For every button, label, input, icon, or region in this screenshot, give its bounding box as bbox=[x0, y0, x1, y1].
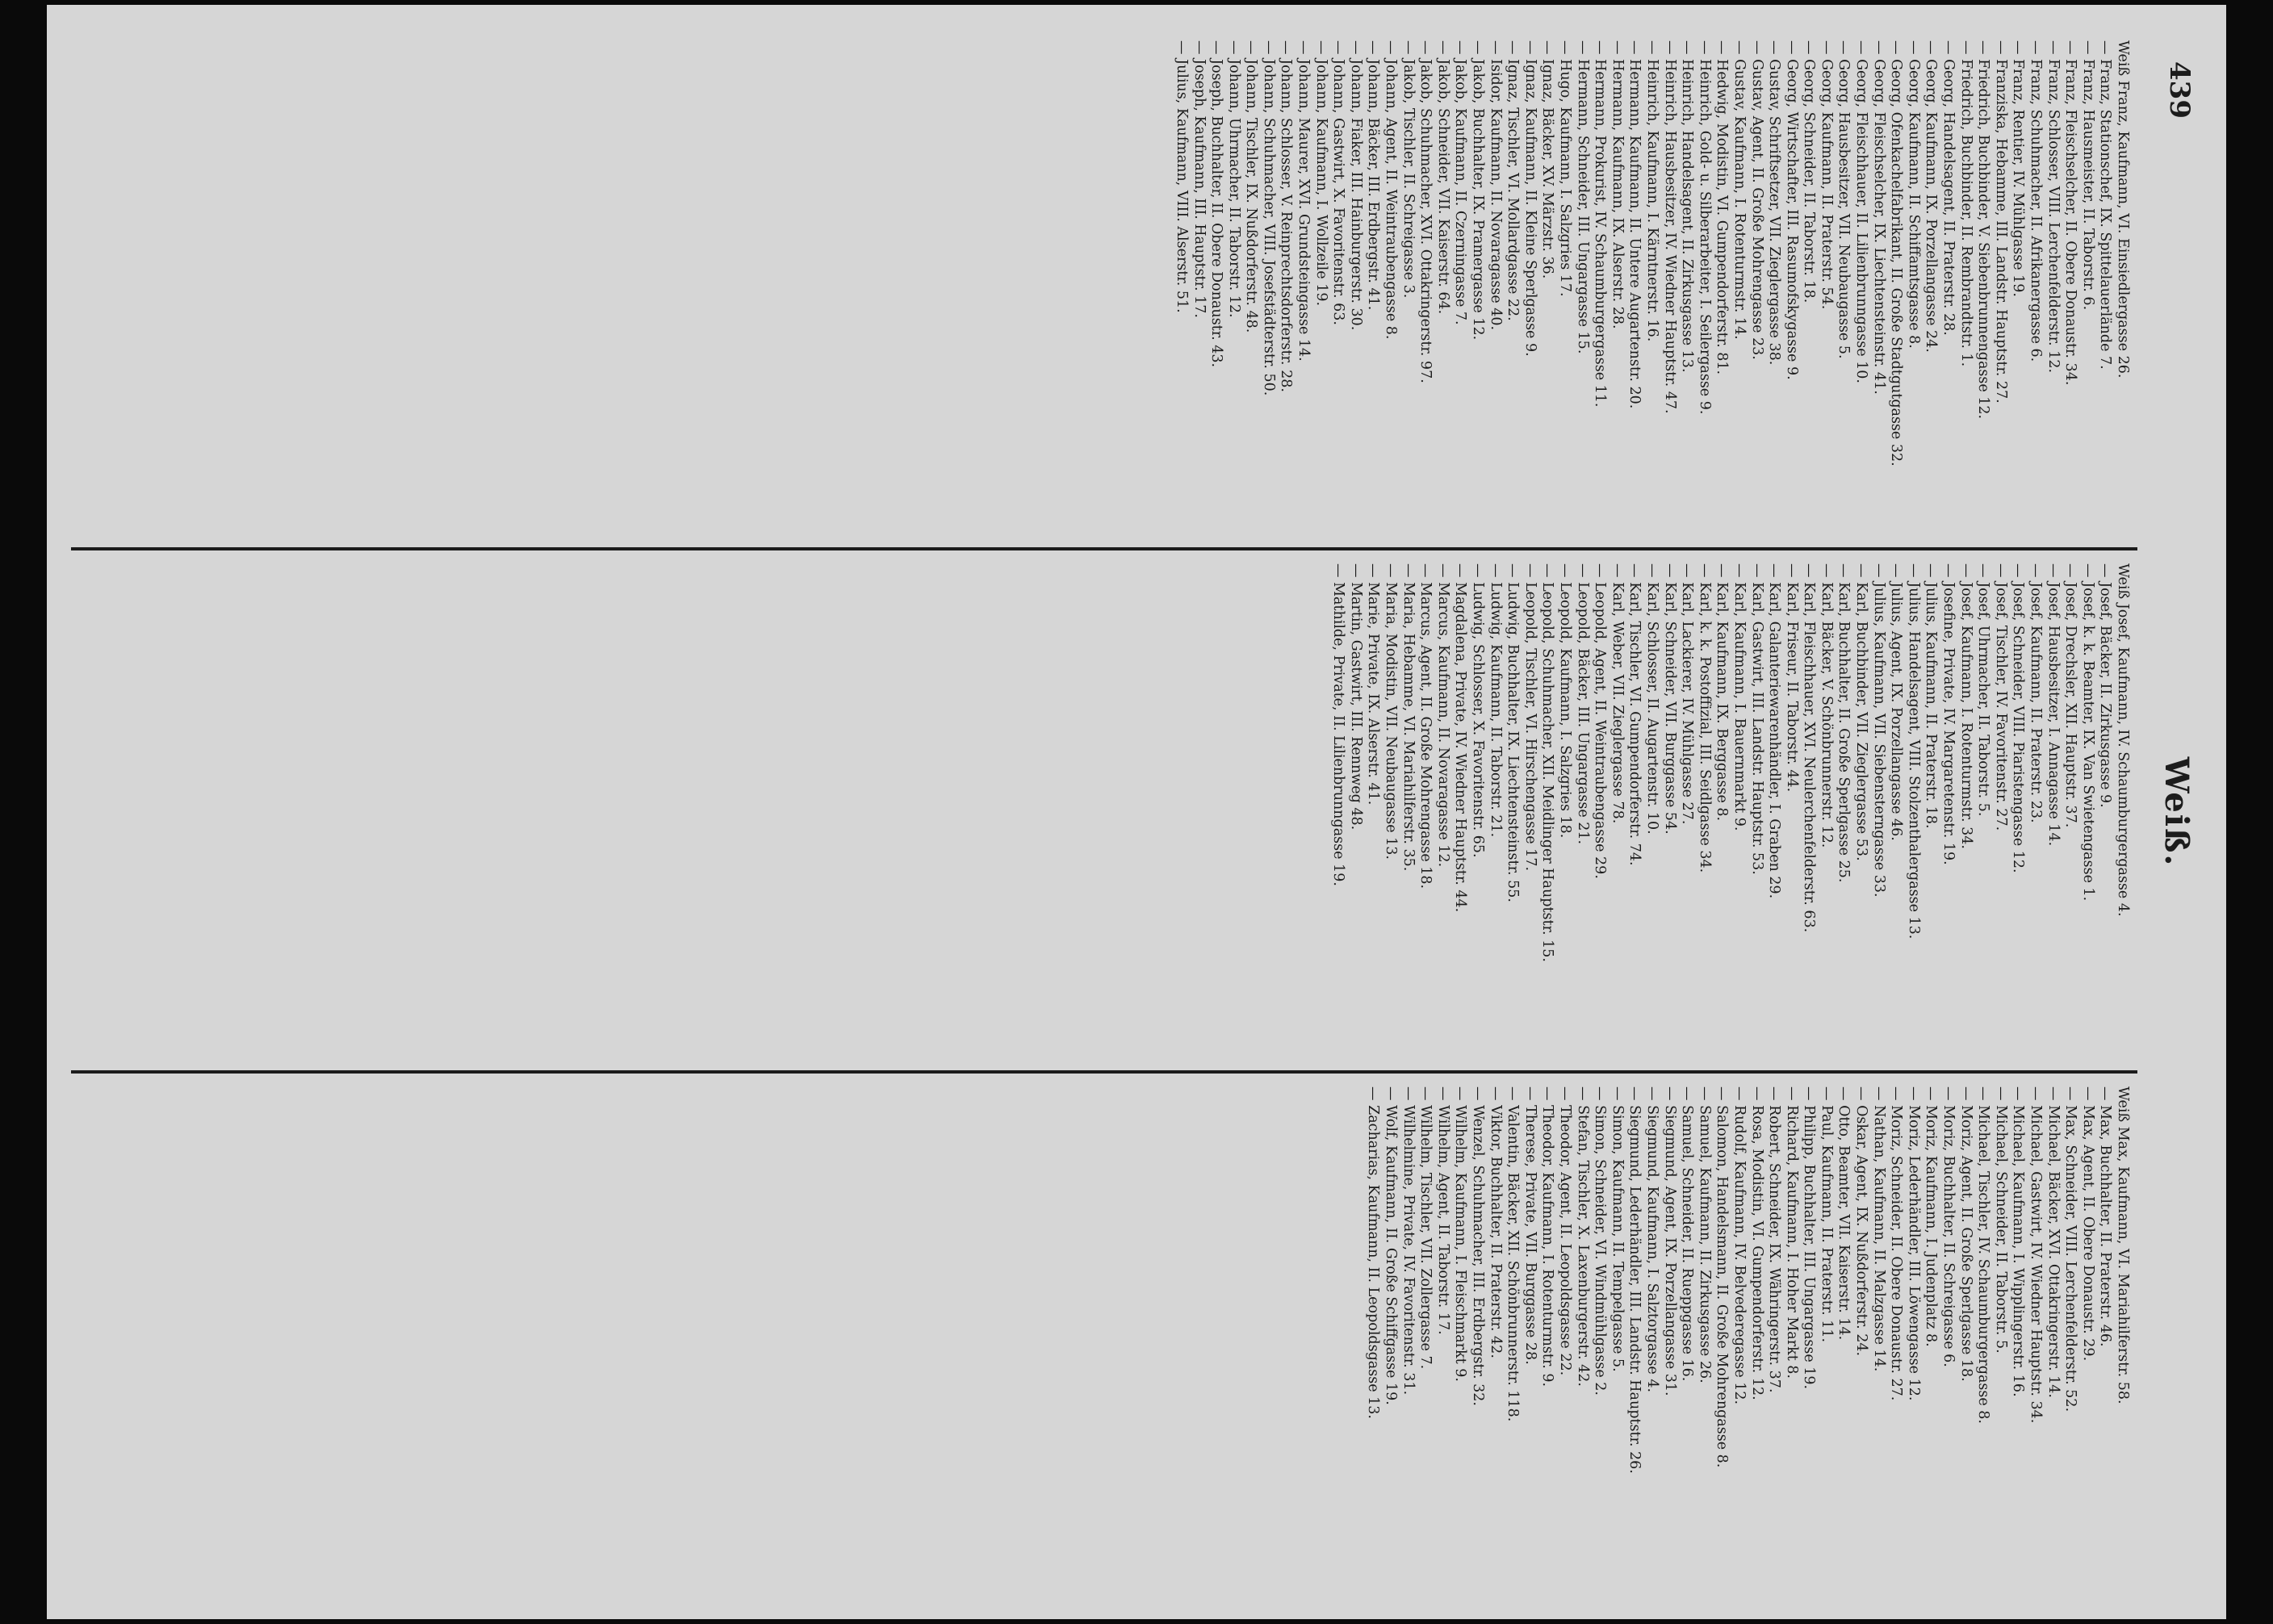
directory-entry: — Leopold, Kaufmann, I. Salzgries 18. bbox=[1557, 563, 1573, 839]
directory-entry: — Michael, Bäcker, XVI. Ottakringerstr. 14. bbox=[2045, 1086, 2062, 1398]
directory-entry: — Georg, Hausbesitzer, VII. Neubaugasse 5. bbox=[1836, 40, 1852, 359]
directory-entry: — Josef, Drechsler, XII. Hauptstr. 37. bbox=[2062, 563, 2079, 828]
directory-entry: — Ludwig, Kaufmann, II. Taborstr. 21. bbox=[1487, 563, 1504, 838]
directory-entry: — Johann, Agent, II. Weintraubengasse 8. bbox=[1383, 40, 1400, 340]
directory-entry: — Julius, Kaufmann, VIII. Alserstr. 51. bbox=[1173, 40, 1190, 313]
directory-entry: — Karl, Schlosser, II. Augartenstr. 10. bbox=[1643, 563, 1660, 835]
directory-entry: — Heinrich, Kaufmann, I. Kärntnerstr. 16. bbox=[1643, 40, 1660, 342]
directory-entry: — Franz, Schuhmacher, II. Afrikanergasse 6. bbox=[2028, 40, 2045, 362]
directory-entry: — Karl, Lackierer, IV. Mühlgasse 27. bbox=[1679, 563, 1696, 825]
directory-entry: — Karl, Friseur, II. Taborstr. 44. bbox=[1783, 563, 1800, 793]
directory-entry: — Johann, Bäcker, III. Erdbergstr. 41. bbox=[1365, 40, 1382, 311]
directory-entry: — Joseph, Buchhalter, II. Obere Donaustr. 43. bbox=[1208, 40, 1225, 368]
directory-entry: — Jakob, Kaufmann, II. Czerningasse 7. bbox=[1452, 40, 1469, 325]
directory-entry: — Jakob, Schneider, VII. Kaiserstr. 64. bbox=[1434, 40, 1451, 315]
directory-entry: — Georg, Wirtschafter, III. Rasumofskygasse 9. bbox=[1783, 40, 1800, 380]
directory-entry: — Ludwig, Buchhalter, IX. Liechtensteinstr. 55. bbox=[1505, 563, 1522, 902]
directory-entry: — Josef, Kaufmann, I. Rotenturmstr. 34. bbox=[1957, 563, 1974, 849]
directory-entry: — Rosa, Modistin, VI. Gumpendorferstr. 12. bbox=[1748, 1086, 1765, 1400]
directory-entry: — Oskar, Agent, IX. Nußdorferstr. 24. bbox=[1853, 1086, 1870, 1357]
directory-entry: — Jakob, Tischler, II. Schreigasse 3. bbox=[1400, 40, 1417, 299]
directory-entry: — Franziska, Hebamme, III. Landstr. Hauptstr. 27. bbox=[1992, 40, 2009, 404]
directory-entry: — Georg, Fleischhauer, II. Lilienbrunngasse 10. bbox=[1853, 40, 1870, 383]
directory-entry: — Josef, Kaufmann, II. Praterstr. 23. bbox=[2028, 563, 2045, 823]
directory-entry: — Joseph, Kaufmann, III. Hauptstr. 17. bbox=[1191, 40, 1208, 318]
directory-entry: — Michael, Tischler, IV. Schaumburgergasse 8. bbox=[1975, 1086, 1992, 1424]
directory-entry: — Julius, Handelsagent, VIII. Stolzenthalergasse 13. bbox=[1905, 563, 1922, 940]
directory-entry: — Georg, Handelsagent, II. Praterstr. 28. bbox=[1940, 40, 1957, 336]
directory-entry: — Siegmund, Lederhändler, III. Landstr. Hauptstr. 26. bbox=[1626, 1086, 1643, 1474]
directory-entry: — Michael, Gastwirt, IV. Wiedner Hauptstr. 34. bbox=[2028, 1086, 2045, 1424]
directory-entry: — Richard, Kaufmann, I. Hoher Markt 8. bbox=[1783, 1086, 1800, 1379]
directory-entry: — Philipp, Buchhalter, III. Ungargasse 19. bbox=[1801, 1086, 1818, 1390]
directory-entry: — Wilhelm, Kaufmann, I. Fleischmarkt 9. bbox=[1452, 1086, 1469, 1382]
directory-entry: — Salomon, Handelsmann, II. Große Mohrengasse 8. bbox=[1714, 1086, 1731, 1468]
page-number: 439 bbox=[2163, 61, 2196, 119]
directory-entry: — Georg, Kaufmann, II. Praterstr. 54. bbox=[1818, 40, 1835, 310]
directory-entry: — Michael, Kaufmann, I. Wipplingerstr. 16. bbox=[2010, 1086, 2027, 1397]
directory-entry: — Jakob, Schuhmacher, XVI. Ottakringerstr. 97. bbox=[1417, 40, 1434, 383]
directory-entry: — Michael, Schneider, II. Taborstr. 5. bbox=[1992, 1086, 2009, 1354]
directory-entry: — Valentin, Bäcker, XII. Schönbrunnerstr. 118. bbox=[1505, 1086, 1522, 1422]
directory-entry: — Simon, Kaufmann, II. Tempelgasse 5. bbox=[1609, 1086, 1626, 1372]
directory-entry: — Paul, Kaufmann, II. Praterstr. 11. bbox=[1818, 1086, 1835, 1343]
directory-entry: — Karl, Buchbinder, VII. Zieglergasse 53. bbox=[1853, 563, 1870, 861]
directory-entry: — Franz, Fleischselcher, II. Obere Donaustr. 34. bbox=[2062, 40, 2079, 386]
column-3 bbox=[79, 1086, 2131, 1585]
directory-entry: — Franz, Hausmeister, II. Taborstr. 6. bbox=[2079, 40, 2096, 311]
directory-entry: — Moriz, Schneider, II. Obere Donaustr. 27. bbox=[1888, 1086, 1905, 1401]
directory-entry: — Jakob, Buchhalter, IX. Pramergasse 12. bbox=[1470, 40, 1487, 341]
directory-entry: — Marie, Private, IX. Alserstr. 41. bbox=[1365, 563, 1382, 806]
page-headword: Weiß. bbox=[2158, 756, 2196, 868]
directory-entry: — Johann, Tischler, IX. Nußdorferstr. 48. bbox=[1243, 40, 1260, 333]
directory-entry: — Wilhelmine, Private, IV. Favoritenstr. 31. bbox=[1400, 1086, 1417, 1396]
directory-entry: — Heinrich, Gold- u. Silberarbeiter, I. Seilergasse 9. bbox=[1696, 40, 1713, 415]
directory-entry: — Leopold, Tischler, VI. Hirschengasse 17. bbox=[1522, 563, 1538, 872]
directory-entry: — Ignaz, Bäcker, XV. Märzstr. 36. bbox=[1539, 40, 1556, 279]
directory-entry: — Maria, Modistin, VII. Neubaugasse 13. bbox=[1383, 563, 1400, 860]
directory-page bbox=[47, 5, 2226, 1619]
directory-entry: — Isidor, Kaufmann, II. Novaragasse 40. bbox=[1487, 40, 1504, 331]
directory-entry: — Julius, Agent, IX. Porzellangasse 46. bbox=[1888, 563, 1905, 841]
directory-entry: — Karl, Schneider, VII. Burggasse 54. bbox=[1661, 563, 1678, 835]
directory-entry: — Robert, Schneider, IX. Währingerstr. 37. bbox=[1766, 1086, 1783, 1393]
directory-entry: — Josef, Uhrmacher, II. Taborstr. 5. bbox=[1975, 563, 1992, 817]
directory-entry: — Karl, Kaufmann, IX. Berggasse 8. bbox=[1714, 563, 1731, 822]
directory-entry: — Johann, Schlosser, V. Reinprechtsdorferstr. 28. bbox=[1278, 40, 1295, 392]
directory-entry: — Simon, Schneider, VI. Windmühlgasse 2. bbox=[1592, 1086, 1609, 1396]
directory-entry: — Moriz, Agent, II. Große Sperlgasse 18. bbox=[1957, 1086, 1974, 1382]
directory-entry: — Wilhelm, Tischler, VII. Zollergasse 7. bbox=[1417, 1086, 1434, 1370]
directory-entry: — Hermann, Prokurist, IV. Schaumburgergasse 11. bbox=[1592, 40, 1609, 408]
directory-entry: — Leopold, Agent, II. Weintraubengasse 29. bbox=[1592, 563, 1609, 879]
directory-entry: — Georg, Fleischselcher, IX. Liechtensteinstr. 41. bbox=[1870, 40, 1887, 395]
directory-entry: — Ignaz, Kaufmann, II. Kleine Sperlgasse 9. bbox=[1522, 40, 1538, 357]
directory-entry: — Samuel, Schneider, II. Rueppgasse 16. bbox=[1679, 1086, 1696, 1382]
directory-entry: — Theodor, Agent, II. Leopoldsgasse 22. bbox=[1557, 1086, 1573, 1376]
directory-entry: — Zacharias, Kaufmann, II. Leopoldsgasse 13. bbox=[1365, 1086, 1382, 1419]
column-divider bbox=[71, 1070, 2137, 1074]
directory-entry: — Hermann, Schneider, III. Ungargasse 15. bbox=[1574, 40, 1591, 354]
directory-entry: — Friedrich, Buchbinder, II. Rembrandtstr. 1. bbox=[1957, 40, 1974, 367]
directory-entry: — Karl, Buchhalter, II. Große Sperlgasse 25. bbox=[1836, 563, 1852, 883]
directory-entry: — Maria, Hebamme, VI. Mariahilferstr. 35. bbox=[1400, 563, 1417, 872]
directory-entry: — Therese, Private, VII. Burggasse 28. bbox=[1522, 1086, 1538, 1365]
directory-entry: — Siegmund, Agent, IX. Porzellangasse 31. bbox=[1661, 1086, 1678, 1396]
directory-entry: — Josef, Hausbesitzer, I. Annagasse 14. bbox=[2045, 563, 2062, 847]
directory-entry: — Karl, k. k. Postoffizial, III. Seidlgasse 34. bbox=[1696, 563, 1713, 873]
directory-entry: — Heinrich, Hausbesitzer, IV. Wiedner Hauptstr. 47. bbox=[1661, 40, 1678, 414]
directory-entry: — Karl, Bäcker, V. Schönbrunnerstr. 12. bbox=[1818, 563, 1835, 848]
directory-entry: — Magdalena, Private, IV. Wiedner Hauptstr. 44. bbox=[1452, 563, 1469, 913]
directory-entry: — Samuel, Kaufmann, II. Zirkusgasse 26. bbox=[1696, 1086, 1713, 1383]
directory-entry: — Max, Buchhalter, II. Praterstr. 46. bbox=[2097, 1086, 2114, 1347]
directory-entry: — Gustav, Kaufmann, I. Rotenturmstr. 14. bbox=[1731, 40, 1748, 340]
directory-entry: — Karl, Tischler, VI. Gumpendorferstr. 74. bbox=[1626, 563, 1643, 866]
directory-entry: Weiß Josef, Kaufmann, IV. Schaumburgergasse 4. bbox=[2115, 563, 2131, 917]
directory-entry: — Franz, Stationschef, IX. Spittelauerlände 7. bbox=[2097, 40, 2114, 370]
column-1 bbox=[79, 40, 2131, 539]
directory-entry: — Julius, Kaufmann, VII. Siebensterngasse 33. bbox=[1870, 563, 1887, 898]
directory-entry: — Julius, Kaufmann, II. Praterstr. 18. bbox=[1923, 563, 1940, 829]
directory-entry: — Moriz, Kaufmann, I. Judenplatz 8. bbox=[1923, 1086, 1940, 1347]
directory-entry: — Otto, Beamter, VII. Kaiserstr. 14. bbox=[1836, 1086, 1852, 1341]
directory-entry: — Wenzel, Schuhmacher, III. Erdbergstr. 32. bbox=[1470, 1086, 1487, 1406]
directory-entry: — Hermann, Kaufmann, IX. Alserstr. 28. bbox=[1609, 40, 1626, 329]
directory-entry: — Hugo, Kaufmann, I. Salzgries 17. bbox=[1557, 40, 1573, 297]
directory-entry: — Gustav, Schriftsetzer, VII. Zieglergasse 38. bbox=[1766, 40, 1783, 366]
directory-entry: — Viktor, Buchhalter, II. Praterstr. 42. bbox=[1487, 1086, 1504, 1358]
directory-entry: — Josef, Schneider, VIII. Piaristengasse 12. bbox=[2010, 563, 2027, 873]
column-divider bbox=[71, 547, 2137, 550]
directory-entry: — Franz, Rentier, IV. Mühlgasse 19. bbox=[2010, 40, 2027, 297]
column-2 bbox=[79, 563, 2131, 1062]
directory-entry: — Johann, Fiaker, III. Hainburgerstr. 30. bbox=[1347, 40, 1364, 331]
directory-entry: — Franz, Schlosser, VIII. Lerchenfelderstr. 12. bbox=[2045, 40, 2062, 374]
directory-entry: — Hermann, Kaufmann, II. Untere Augartenstr. 20. bbox=[1626, 40, 1643, 409]
directory-entry: — Heinrich, Handelsagent, II. Zirkusgasse 13. bbox=[1679, 40, 1696, 373]
directory-entry: — Karl, Galanteriewarenhändler, I. Graben 29. bbox=[1766, 563, 1783, 899]
directory-entry: — Friedrich, Buchbinder, V. Siebenbrunnengasse 12. bbox=[1975, 40, 1992, 420]
directory-entry: — Moriz, Lederhändler, III. Löwengasse 12. bbox=[1905, 1086, 1922, 1401]
directory-entry: — Georg, Ofenkachelfabrikant, II. Große Stadtgutgasse 32. bbox=[1888, 40, 1905, 467]
directory-entry: — Rudolf, Kaufmann, IV. Belvederegasse 12. bbox=[1731, 1086, 1748, 1405]
directory-entry: — Josefine, Private, IV. Margaretenstr. 19. bbox=[1940, 563, 1957, 865]
directory-entry: — Marcus, Kaufmann, II. Novaragasse 12. bbox=[1434, 563, 1451, 868]
directory-entry: — Leopold, Bäcker, III. Ungargasse 21. bbox=[1574, 563, 1591, 845]
directory-entry: — Moriz, Buchhalter, II. Schreigasse 6. bbox=[1940, 1086, 1957, 1367]
directory-entry: — Martin, Gastwirt, III. Rennweg 48. bbox=[1347, 563, 1364, 831]
directory-entry: — Johann, Maurer, XVI. Grundsteingasse 14. bbox=[1296, 40, 1312, 362]
directory-entry: — Georg, Kaufmann, IX. Porzellangasse 24. bbox=[1923, 40, 1940, 353]
directory-entry: — Ludwig, Schlosser, X. Favoritenstr. 65. bbox=[1470, 563, 1487, 858]
directory-entry: — Max, Schneider, VIII. Lerchenfelderstr. 52. bbox=[2062, 1086, 2079, 1413]
directory-entry: — Theodor, Kaufmann, I. Rotenturmstr. 9. bbox=[1539, 1086, 1556, 1388]
directory-entry: — Karl, Weber, VII. Zieglergasse 78. bbox=[1609, 563, 1626, 824]
directory-entry: — Josef, Bäcker, II. Zirkusgasse 9. bbox=[2097, 563, 2114, 808]
directory-entry: — Max, Agent, II. Obere Donaustr. 29. bbox=[2079, 1086, 2096, 1362]
directory-entry: — Georg, Schneider, II. Taborstr. 18. bbox=[1801, 40, 1818, 303]
directory-entry: — Johann, Schuhmacher, VIII. Josefstädterstr. 50. bbox=[1260, 40, 1277, 396]
directory-entry: Weiß Franz, Kaufmann, VI. Einsiedlergasse 26. bbox=[2115, 40, 2131, 379]
directory-entry: — Josef, Tischler, IV. Favoritenstr. 27. bbox=[1992, 563, 2009, 831]
directory-entry: — Johann, Kaufmann, I. Wollzeile 19. bbox=[1312, 40, 1329, 307]
directory-entry: — Josef, k. k. Beamter, IX. Van Swietengasse 1. bbox=[2079, 563, 2096, 902]
directory-entry: — Stefan, Tischler, X. Laxenburgerstr. 42. bbox=[1574, 1086, 1591, 1387]
directory-entry: — Gustav, Agent, II. Große Mohrengasse 23. bbox=[1748, 40, 1765, 360]
directory-entry: — Ignaz, Tischler, VI. Mollardgasse 22. bbox=[1505, 40, 1522, 321]
directory-entry: — Hedwig, Modistin, VI. Gumpendorferstr. 81. bbox=[1714, 40, 1731, 375]
directory-entry: — Karl, Fleischhauer, XVI. Neulerchenfelderstr. 63. bbox=[1801, 563, 1818, 933]
directory-entry: — Johann, Gastwirt, X. Favoritenstr. 63. bbox=[1330, 40, 1347, 325]
directory-entry: — Wilhelm, Agent, II. Taborstr. 17. bbox=[1434, 1086, 1451, 1335]
directory-entry: — Siegmund, Kaufmann, I. Salztorgasse 4. bbox=[1643, 1086, 1660, 1393]
directory-entry: — Karl, Gastwirt, III. Landstr. Hauptstr. 53. bbox=[1748, 563, 1765, 875]
directory-entry: — Karl, Kaufmann, I. Bauernmarkt 9. bbox=[1731, 563, 1748, 831]
directory-entry: — Leopold, Schuhmacher, XII. Meidlinger Hauptstr. 15. bbox=[1539, 563, 1556, 962]
directory-entry: Weiß Max, Kaufmann, VI. Mariahilferstr. 58. bbox=[2115, 1086, 2131, 1404]
running-head bbox=[2147, 5, 2196, 1619]
directory-entry: — Marcus, Agent, II. Große Mohrengasse 18. bbox=[1417, 563, 1434, 889]
directory-entry: — Johann, Uhrmacher, II. Taborstr. 12. bbox=[1225, 40, 1242, 318]
directory-entry: — Georg, Kaufmann, II. Schiffamtsgasse 8. bbox=[1905, 40, 1922, 349]
directory-entry: — Nathan, Kaufmann, II. Malzgasse 14. bbox=[1870, 1086, 1887, 1372]
directory-entry: — Mathilde, Private, II. Lilienbrunngasse 19. bbox=[1330, 563, 1347, 886]
directory-entry: — Wolf, Kaufmann, II. Große Schiffgasse 19. bbox=[1383, 1086, 1400, 1405]
